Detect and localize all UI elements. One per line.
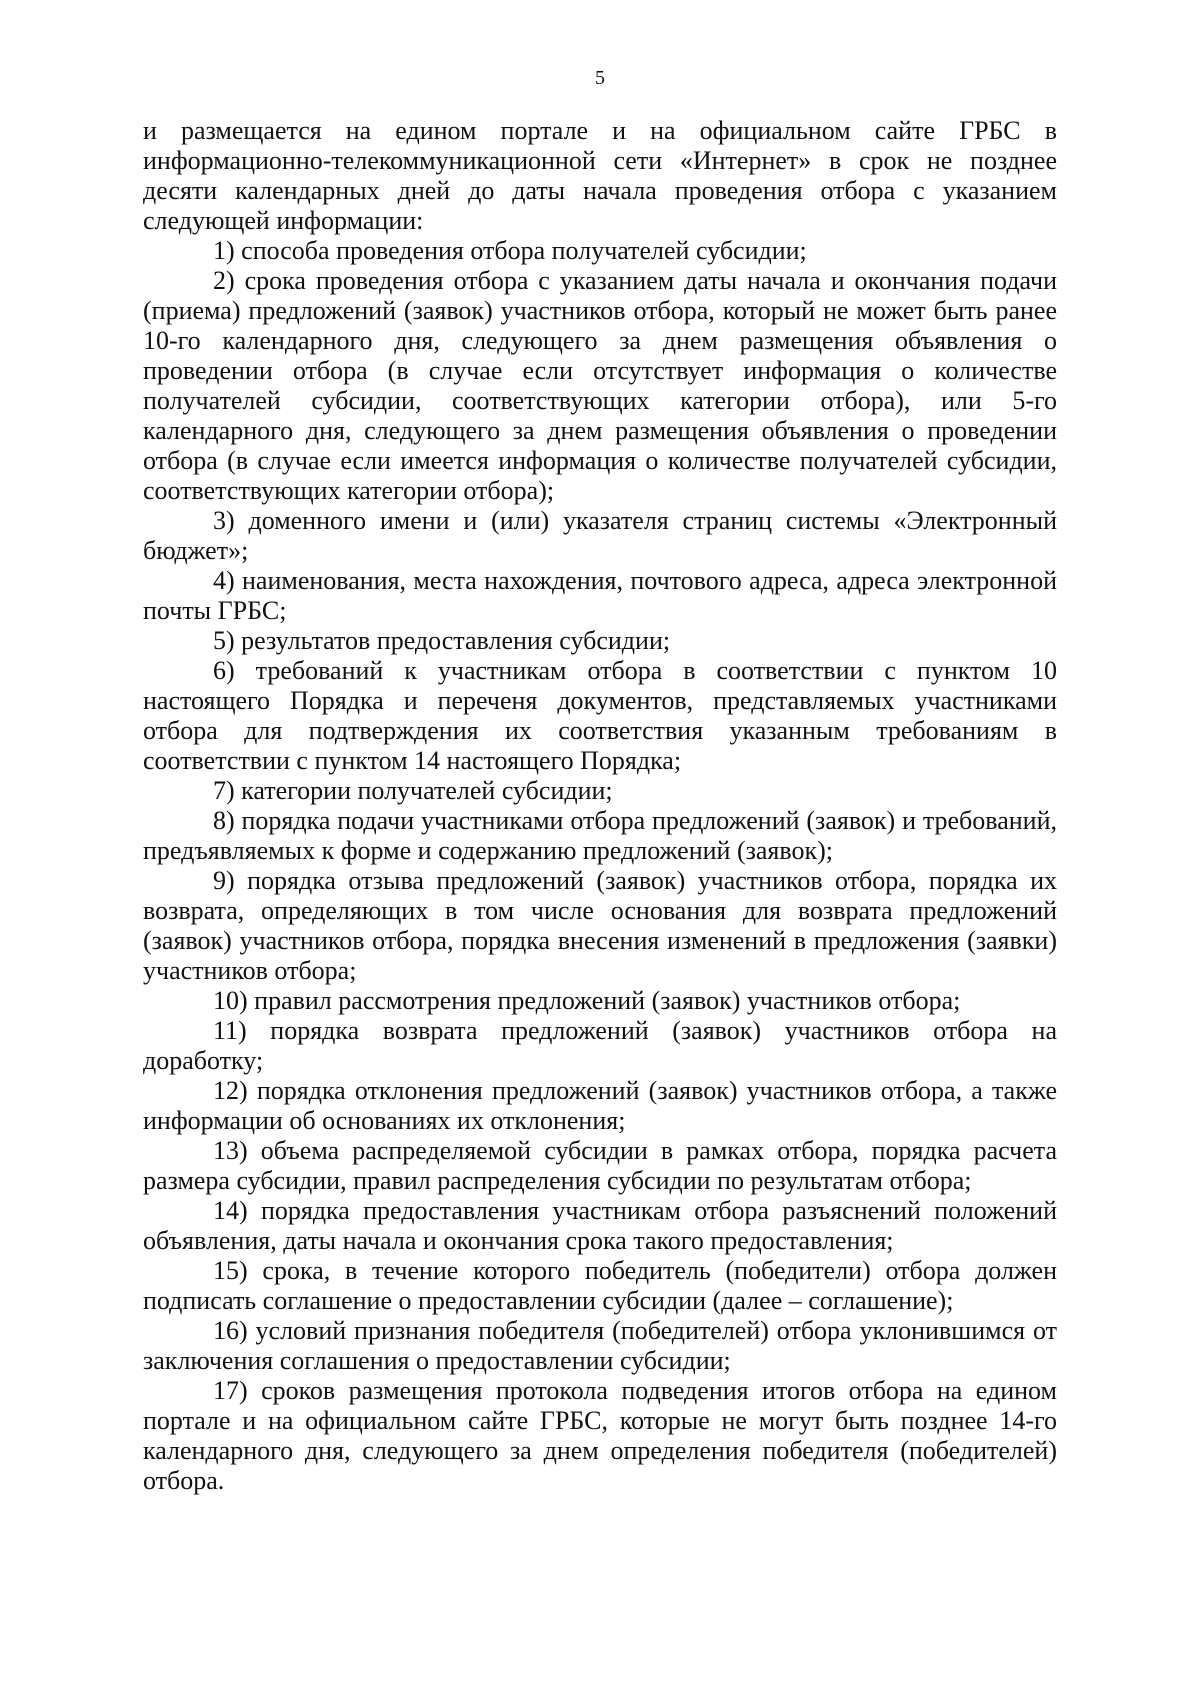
list-item-15: 15) срока, в течение которого победитель (победители) отбора должен подписать соглашение о предоставлении субсидии (далее – соглашение); xyxy=(143,1256,1057,1315)
list-item-8: 8) порядка подачи участниками отбора предложений (заявок) и требований, предъявляемых к форме и содержанию предложений (заявок); xyxy=(143,806,1057,865)
paragraph-intro: и размещается на едином портале и на официальном сайте ГРБС в информационно-телекоммуникационной сети «Интернет» в срок не позднее десяти календарных дней до даты начала проведения отбора с указанием следующей информации: xyxy=(143,116,1057,235)
list-item-14: 14) порядка предоставления участникам отбора разъяснений положений объявления, даты начала и окончания срока такого предоставления; xyxy=(143,1196,1057,1255)
list-item-5: 5) результатов предоставления субсидии; xyxy=(213,626,671,655)
list-item-17: 17) сроков размещения протокола подведения итогов отбора на едином портале и на официальном сайте ГРБС, которые не могут быть позднее 14-го календарного дня, следующего за днем определения победителя (победителей) отбора. xyxy=(143,1376,1057,1495)
document-body xyxy=(143,116,1057,1496)
page-number: 5 xyxy=(595,67,605,89)
list-item-16: 16) условий признания победителя (победителей) отбора уклонившимся от заключения соглашения о предоставлении субсидии; xyxy=(143,1316,1057,1375)
list-item-13: 13) объема распределяемой субсидии в рамках отбора, порядка расчета размера субсидии, правил распределения субсидии по результатам отбора; xyxy=(143,1136,1057,1195)
list-item-9: 9) порядка отзыва предложений (заявок) участников отбора, порядка их возврата, определяющих в том числе основания для возврата предложений (заявок) участников отбора, порядка внесения изменений в предложения (заявки) участников отбора; xyxy=(143,866,1057,985)
list-item-2: 2) срока проведения отбора с указанием даты начала и окончания подачи (приема) предложений (заявок) участников отбора, который не может быть ранее 10-го календарного дня, следующего за днем размещения объявления о проведении отбора (в случае если отсутствует информация о количестве получателей субсидии, соответствующих категории отбора), или 5-го календарного дня, следующего за днем размещения объявления о проведении отбора (в случае если имеется информация о количестве получателей субсидии, соответствующих категории отбора); xyxy=(143,266,1057,505)
list-item-3: 3) доменного имени и (или) указателя страниц системы «Электронный бюджет»; xyxy=(143,506,1057,565)
list-item-4: 4) наименования, места нахождения, почтового адреса, адреса электронной почты ГРБС; xyxy=(143,566,1057,625)
list-item-12: 12) порядка отклонения предложений (заявок) участников отбора, а также информации об основаниях их отклонения; xyxy=(143,1076,1057,1135)
list-item-7: 7) категории получателей субсидии; xyxy=(213,776,613,805)
list-item-10: 10) правил рассмотрения предложений (заявок) участников отбора; xyxy=(213,986,961,1015)
list-item-1: 1) способа проведения отбора получателей субсидии; xyxy=(213,236,807,265)
list-item-6: 6) требований к участникам отбора в соответствии с пунктом 10 настоящего Порядка и переченя документов, представляемых участниками отбора для подтверждения их соответствия указанным требованиям в соответствии с пунктом 14 настоящего Порядка; xyxy=(143,656,1057,775)
list-item-11: 11) порядка возврата предложений (заявок) участников отбора на доработку; xyxy=(143,1016,1057,1075)
